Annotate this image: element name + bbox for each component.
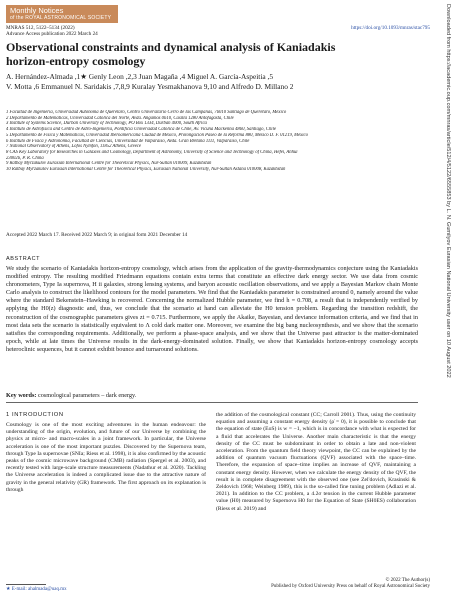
affiliation: 1 Facultad de Ingeniería, Universidad Autónoma de Querétaro, Centro Universitario Cerro de las Campanas, 76010 Santiago de Querétaro, México	[6, 110, 287, 115]
email-link[interactable]: ★ E-mail: ahalmada@uaq.mx	[6, 587, 67, 592]
copyright	[271, 578, 430, 590]
keywords-value: cosmological parameters – dark energy.	[37, 392, 137, 399]
affiliation: 5 Departamento de Física y Matemáticas, Universidad Iberoamericana Ciudad de México, Prolongación Paseo de la Reforma 880, México D. F. 01219, México	[6, 132, 308, 138]
divider	[6, 402, 418, 403]
affiliation: 230026, P. R. China	[6, 155, 44, 161]
journal-society: of the ROYAL ASTRONOMICAL SOCIETY	[10, 15, 112, 21]
intro-right-column: the addition of the cosmological constant (CC; Carroll 2001). Thus, using the continuity equation and assuming a constant energy density (ρ̇ = 0), it is possible to conclude that the equation of state (EoS) is w = −1, which is in concordance with what is expected for a fluid that accelerates the Universe. Another main characteristic is that the energy density of the CC must be subdominant in order to obtain a late and non-violent acceleration. From the quantum field theory viewpoint, the CC can be explained by the addition of quantum vacuum fluctuations (QVF) associated with the space–time. Therefore, the expansion of space–time implies an increase of QVF, maintaining a constant energy density. However, when we calculate the energy density of the QVF, the result is in complete disagreement with the observed one (see Zel'dovich, Krasinski & Zeldovich 1968; Weinberg 1989), this is the so-called fine tuning problem (Adlazi et al. 2021). In addition to the CC problem, a 4.2σ tension in the current Hubble parameter value (H0) measured by Supernova H0 for the Equation of State (SH0ES) collaboration (Riess et al. 2019) and	[216, 412, 416, 512]
keywords-label: Key words:	[6, 392, 37, 399]
citation: MNRAS 512, 5122–5134 (2022)	[6, 25, 75, 31]
keywords	[6, 392, 136, 399]
copyright-line-1: © 2022 The Author(s)	[385, 578, 430, 583]
download-sidebar	[441, 4, 453, 596]
section-heading: 1 INTRODUCTION	[6, 412, 64, 418]
accepted-dates: Accepted 2022 March 17. Received 2022 March 9; in original form 2021 December 14	[6, 232, 188, 238]
affiliation: 2 Departamento de Matemáticas, Universidad Católica del Norte, Avda. Angamos 0610, Casilla 1280 Antofagasta, Chile	[6, 115, 234, 121]
affiliation: 9 Ratbay Myrzakulov Eurasian International Centre for Theoretical Physics, Nur-Sultan 010009, Kazakhstan	[6, 161, 212, 167]
footnote[interactable]	[6, 586, 67, 592]
authors-line-1: A. Hernández-Almada ,1★ Genly Leon ,2,3 Juan Magaña ,4 Miguel A. García-Aspeitia ,5	[6, 72, 274, 81]
download-notice[interactable]: Downloaded from https://academic.oup.com/mnras/article/512/4/5122/6555853 by L. N. Gumilyov Eurasian National University user on 10 August 2022	[445, 4, 451, 378]
abstract-heading: ABSTRACT	[6, 256, 41, 262]
affiliations	[6, 110, 416, 173]
intro-left-column: Cosmology is one of the most exciting adventures in the human endeavour: the understanding of the origin, evolution, and future of our Universe by combining the physics at micro- and macro-scales in a joint framework. In particular, the Universe acceleration is one of the most important puzzles. Discovered by the Supernova team, through Type Ia supernovae (SNIa; Riess et al. 1998), it is also confirmed by the acoustic peaks of the cosmic microwave background (CMB) radiation (Spergel et al. 2003), and recently tested with large-scale structure measurements (Nadathur et al. 2020). Tackling the Universe acceleration is indeed a complicated issue due to the attractive nature of gravity in the general relativity (GR) framework. The first approach on its explanation is through	[6, 422, 206, 493]
author-list	[6, 72, 416, 91]
affiliation: 10 Ratbay Myrzakulov Eurasian International Centre for Theoretical Physics, Eurasian National University, Nur-Sultan Astana 010008, Kazakhstan	[6, 167, 286, 173]
affiliation: 6 Instituto de Física y Astronomía, Facultad de Ciencias, Universidad de Valparaíso, Avda. Gran Bretaña 1111, Valparaíso, Chile	[6, 138, 250, 144]
journal-logo	[6, 5, 118, 23]
footnote-divider	[6, 584, 46, 585]
authors-line-2: V. Motta ,6 Emmanuel N. Saridakis ,7,8,9 Kuralay Yesmakhanova 9,10 and Alfredo D. Millano 2	[6, 81, 294, 91]
affiliation: 7 National Observatory of Athens, Lofos Nymfon, 11852 Athens, Greece	[6, 144, 141, 150]
title-line-1: Observational constraints and dynamical analysis of Kaniadakis	[6, 40, 336, 54]
affiliation: 8 CAS Key Laboratory for Researches in Galaxies and Cosmology, Department of Astronomy, University of Science and Technology of China, Hefei, Anhui	[6, 149, 298, 155]
abstract-text: We study the scenario of Kaniadakis horizon-entropy cosmology, which arises from the application of the gravity-thermodynamics conjecture using the Kaniadakis modified entropy. The resulting modified Friedmann equations contain extra terms that constitute an effective dark energy sector. We use data from cosmic chronometers, Type Ia supernova, H ii galaxies, strong lensing systems, and baryon acoustic oscillation observations, and we apply a Bayesian Markov chain Monte Carlo analysis to construct the likelihood contours for the model parameters. We find that the Kaniadakis parameter is constrained around 0, namely around the value where the standard Bekenstein–Hawking is recovered. Concerning the normalized Hubble parameter, we find h = 0.708, a result that is independently verified by applying the H0(z) diagnostic and, thus, we conclude that the scenario at hand can alleviate the H0 tension problem. Regarding the transition redshift, the reconstruction of the cosmographic parameters gives zt = 0.715. Furthermore, we apply the Akaike, Bayesian, and deviance information criteria, and we find that in most data sets the scenario is statistically equivalent to Λ cold dark matter one. Moreover, we examine the big bang nucleosynthesis, and we show that the scenario satisfies the corresponding requirements. Additionally, we perform a phase-space analysis, and we show that the Universe past attractor is the matter-dominated epoch, while at late times the Universe results in the dark-energy-dominated solution. Finally, we show that Kaniadakis horizon-entropy cosmology accepts heteroclinic sequences, but it cannot exhibit bounce and turnaround solutions.	[6, 265, 418, 353]
title-line-2: horizon-entropy cosmology	[6, 54, 146, 68]
journal-name: Monthly Notices	[10, 6, 64, 15]
paper-title	[6, 40, 406, 68]
copyright-line-2: Published by Oxford University Press on behalf of Royal Astronomical Society	[271, 584, 430, 589]
doi-link[interactable]: https://doi.org/10.1093/mnras/stac795	[351, 25, 430, 31]
affiliation: 3 Institute of Systems Science, Durban University of Technology, PO Box 1334, Durban 4000, South Africa	[6, 121, 207, 127]
affiliation: 4 Instituto de Astrofísica and Centro de Astro-Ingeniería, Pontificia Universidad Católica de Chile, Av. Vicuña Mackenna 4860, Santiago, Chile	[6, 127, 276, 133]
journal-meta	[6, 25, 98, 38]
advance-access: Advance Access publication 2022 March 24	[6, 31, 98, 38]
